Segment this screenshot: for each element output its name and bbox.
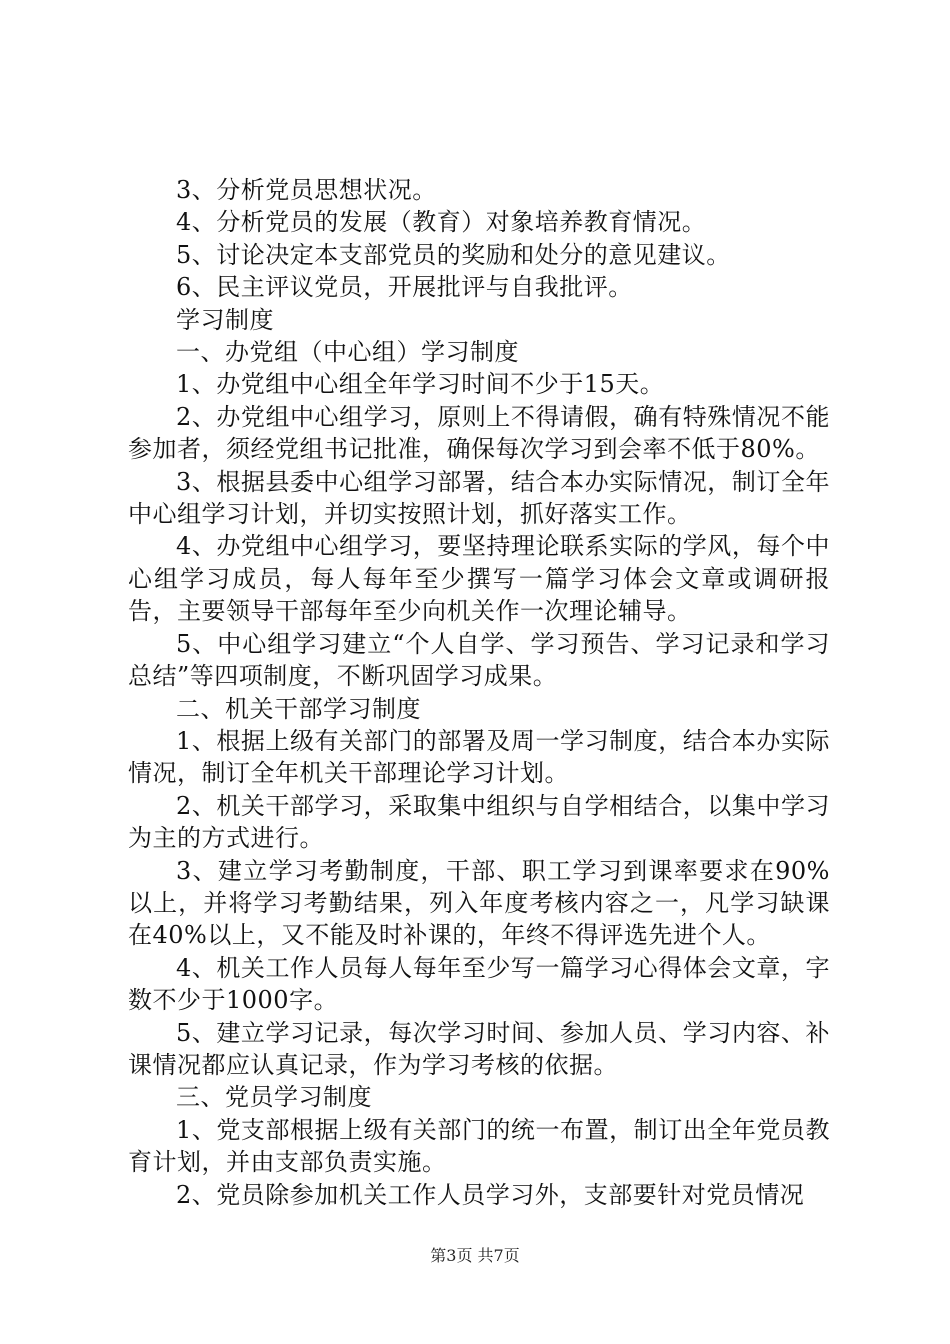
paragraph: 5、建立学习记录，每次学习时间、参加人员、学习内容、补课情况都应认真记录，作为学习考核的依据。 — [128, 1018, 830, 1079]
paragraph: 1、办党组中心组全年学习时间不少于15天。 — [176, 370, 665, 399]
paragraph: 1、党支部根据上级有关部门的统一布置，制订出全年党员教育计划，并由支部负责实施。 — [128, 1115, 830, 1177]
page-number-footer: 第3页 共7页 — [430, 1246, 520, 1265]
paragraph: 3、根据县委中心组学习部署，结合本办实际情况，制订全年中心组学习计划，并切实按照计划，抓好落实工作。 — [128, 467, 830, 529]
document-body — [128, 174, 830, 1211]
section-title: 学习制度 — [176, 305, 274, 334]
paragraph: 2、党员除参加机关工作人员学习外，支部要针对党员情况 — [176, 1180, 805, 1209]
paragraph: 6、民主评议党员，开展批评与自我批评。 — [176, 273, 633, 302]
paragraph: 5、中心组学习建立“个人自学、学习预告、学习记录和学习总结”等四项制度，不断巩固学习成果。 — [128, 629, 830, 691]
paragraph: 3、建立学习考勤制度，干部、职工学习到课率要求在90%以上，并将学习考勤结果，列入年度考核内容之一，凡学习缺课在40%以上，又不能及时补课的，年终不得评选先进个人。 — [128, 856, 830, 950]
paragraph: 2、办党组中心组学习，原则上不得请假，确有特殊情况不能参加者，须经党组书记批准，确保每次学习到会率不低于80%。 — [128, 402, 830, 464]
paragraph: 5、讨论决定本支部党员的奖励和处分的意见建议。 — [176, 240, 731, 269]
paragraph: 1、根据上级有关部门的部署及周一学习制度，结合本办实际情况，制订全年机关干部理论学习计划。 — [128, 726, 830, 788]
paragraph: 4、分析党员的发展（教育）对象培养教育情况。 — [176, 208, 707, 237]
subsection-heading: 三、党员学习制度 — [176, 1083, 372, 1112]
paragraph: 4、办党组中心组学习，要坚持理论联系实际的学风，每个中心组学习成员，每人每年至少撰写一篇学习体会文章或调研报告，主要领导干部每年至少向机关作一次理论辅导。 — [128, 532, 830, 626]
subsection-heading: 二、机关干部学习制度 — [176, 694, 421, 723]
subsection-heading: 一、办党组（中心组）学习制度 — [176, 338, 519, 367]
paragraph: 4、机关工作人员每人每年至少写一篇学习心得体会文章，字数不少于1000字。 — [128, 953, 830, 1015]
paragraph: 3、分析党员思想状况。 — [176, 176, 437, 204]
paragraph: 2、机关干部学习，采取集中组织与自学相结合，以集中学习为主的方式进行。 — [128, 791, 830, 853]
